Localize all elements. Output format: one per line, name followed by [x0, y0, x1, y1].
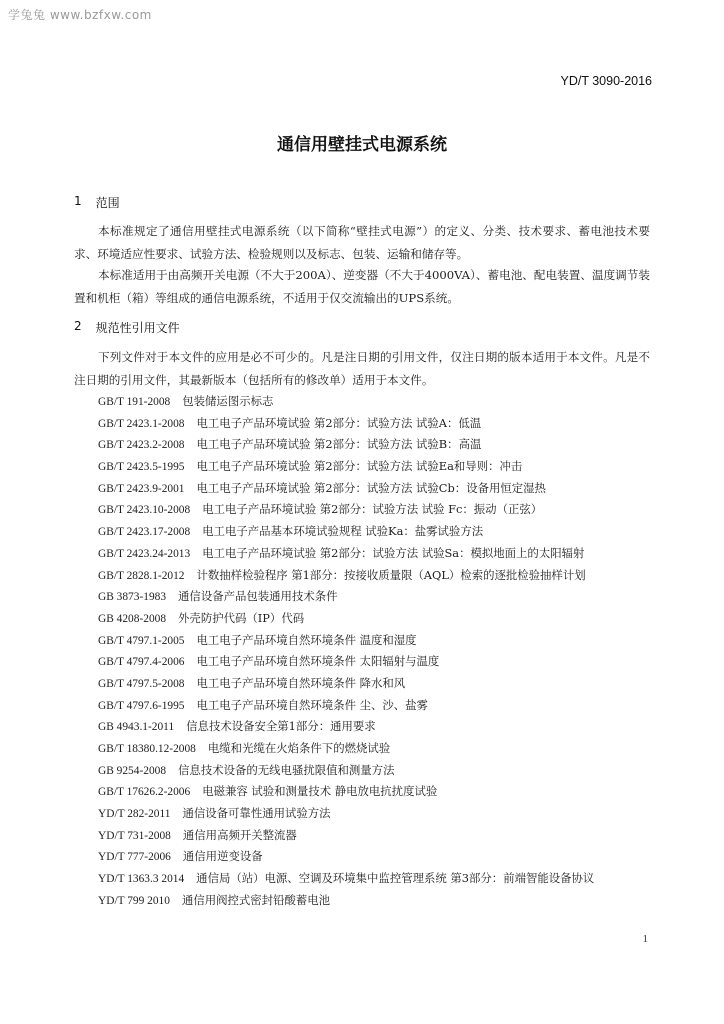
reference-title: 通信用阀控式密封铅酸蓄电池 — [181, 892, 331, 907]
reference-code: YD/T 799 2010 — [98, 894, 170, 907]
reference-title: 电工电子产品环境自然环境条件 降水和风 — [196, 675, 406, 690]
reference-item — [98, 651, 658, 673]
reference-list — [98, 391, 658, 912]
reference-item — [98, 846, 658, 868]
reference-item — [98, 586, 658, 608]
reference-title: 信息技术设备的无线电骚扰限值和测量方法 — [178, 762, 395, 777]
reference-code: GB/T 4797.6-1995 — [98, 699, 185, 712]
reference-code: GB/T 2423.10-2008 — [98, 504, 191, 517]
reference-title: 通信用高频开关整流器 — [182, 827, 297, 842]
reference-title: 电工电子产品环境自然环境条件 太阳辐射与温度 — [196, 654, 440, 669]
reference-code: GB/T 2423.2-2008 — [98, 439, 185, 452]
reference-item — [98, 673, 658, 695]
reference-code: GB/T 4797.4-2006 — [98, 656, 185, 669]
page-number: 1 — [642, 933, 648, 945]
reference-code: GB/T 17626.2-2006 — [98, 786, 191, 799]
reference-title: 电工电子产品环境试验 第2部分：试验方法 试验A：低温 — [196, 415, 482, 430]
reference-item — [98, 456, 658, 478]
scope-paragraph-1: 本标准规定了通信用壁挂式电源系统（以下简称“壁挂式电源”）的定义、分类、技术要求、蓄电池技术要求、环境适应性要求、试验方法、检验规则以及标志、包装、运输和储存等。 — [74, 224, 650, 261]
reference-title: 电工电子产品环境试验 第2部分：试验方法 试验 Fc：振动（正弦） — [202, 502, 543, 517]
reference-title: 电工电子产品基本环境试验规程 试验Ka：盐雾试验方法 — [202, 524, 484, 539]
section-1-heading — [74, 194, 120, 211]
reference-code: GB/T 2423.1-2008 — [98, 417, 185, 430]
section-title: 规范性引用文件 — [95, 321, 180, 335]
reference-title: 通信局（站）电源、空调及环境集中监控管理系统 第3部分：前端智能设备协议 — [196, 871, 595, 886]
reference-item — [98, 695, 658, 717]
reference-code: GB 4208-2008 — [98, 612, 167, 625]
section-number: 2 — [74, 319, 82, 333]
reference-item — [98, 434, 658, 456]
reference-title: 信息技术设备安全第1部分：通用要求 — [186, 719, 376, 734]
reference-item — [98, 521, 658, 543]
reference-title: 电工电子产品环境试验 第2部分：试验方法 试验B：高温 — [196, 437, 482, 452]
references-intro: 下列文件对于本文件的应用是必不可少的。凡是注日期的引用文件，仅注日期的版本适用于本文件。凡是不注日期的引用文件，其最新版本（包括所有的修改单）适用于本文件。 — [74, 350, 650, 387]
reference-title: 通信用逆变设备 — [182, 849, 263, 864]
reference-code: GB/T 2423.9-2001 — [98, 482, 185, 495]
reference-item — [98, 825, 658, 847]
reference-title: 电工电子产品环境试验 第2部分：试验方法 试验Cb：设备用恒定湿热 — [196, 480, 546, 495]
reference-code: GB/T 18380.12-2008 — [98, 743, 196, 755]
reference-code: GB/T 2828.1-2012 — [98, 569, 185, 582]
reference-title: 电缆和光缆在火焰条件下的燃烧试验 — [207, 741, 391, 755]
watermark-text: 学兔兔 www.bzfxw.com — [8, 8, 152, 22]
reference-item — [98, 478, 658, 500]
reference-title: 通信设备可靠性通用试验方法 — [182, 806, 331, 821]
section-2-heading — [74, 319, 180, 336]
reference-item — [98, 391, 658, 413]
reference-title: 电工电子产品环境自然环境条件 尘、沙、盐雾 — [196, 697, 428, 712]
reference-title: 通信设备产品包装通用技术条件 — [178, 589, 338, 604]
reference-code: GB/T 2423.24-2013 — [98, 547, 191, 560]
reference-item — [98, 630, 658, 652]
reference-item — [98, 803, 658, 825]
reference-item — [98, 565, 658, 587]
reference-title: 外壳防护代码（IP）代码 — [178, 610, 305, 625]
section-title: 范围 — [95, 196, 120, 210]
reference-code: GB 4943.1-2011 — [98, 721, 175, 734]
reference-code: YD/T 1363.3 2014 — [98, 873, 185, 886]
reference-code: GB/T 2423.5-1995 — [98, 461, 185, 474]
reference-title: 电工电子产品环境试验 第2部分：试验方法 试验Ea和导则：冲击 — [196, 459, 523, 474]
reference-code: GB/T 2423.17-2008 — [98, 526, 191, 539]
reference-item — [98, 608, 658, 630]
reference-item — [98, 781, 658, 803]
reference-title: 电磁兼容 试验和测量技术 静电放电抗扰度试验 — [202, 784, 438, 799]
reference-code: GB/T 4797.1-2005 — [98, 634, 185, 647]
reference-item — [98, 760, 658, 782]
reference-item — [98, 738, 658, 760]
reference-code: YD/T 731-2008 — [98, 829, 171, 842]
reference-title: 计数抽样检验程序 第1部分：按接收质量限（AQL）检索的逐批检验抽样计划 — [196, 567, 586, 582]
section-number: 1 — [74, 194, 82, 208]
document-title: 通信用壁挂式电源系统 — [277, 135, 447, 155]
reference-item — [98, 890, 658, 912]
reference-item — [98, 716, 658, 738]
standard-code: YD/T 3090-2016 — [560, 74, 652, 88]
reference-code: GB 9254-2008 — [98, 764, 167, 777]
reference-code: GB 3873-1983 — [98, 591, 167, 604]
reference-title: 电工电子产品环境试验 第2部分：试验方法 试验Sa：模拟地面上的太阳辐射 — [202, 545, 585, 560]
reference-code: YD/T 282-2011 — [98, 808, 171, 821]
reference-title: 电工电子产品环境自然环境条件 温度和湿度 — [196, 632, 417, 647]
scope-paragraph-2: 本标准适用于由高频开关电源（不大于200A）、逆变器（不大于4000VA）、蓄电池、配电装置、温度调节装置和机柜（箱）等组成的通信电源系统，不适用于仅交流输出的UPS系统。 — [74, 268, 650, 305]
reference-code: GB/T 4797.5-2008 — [98, 677, 185, 690]
reference-item — [98, 868, 658, 890]
reference-code: GB/T 191-2008 — [98, 396, 171, 408]
reference-item — [98, 413, 658, 435]
reference-code: YD/T 777-2006 — [98, 851, 171, 864]
reference-title: 包装储运图示标志 — [182, 394, 274, 408]
reference-item — [98, 543, 658, 565]
reference-item — [98, 499, 658, 521]
